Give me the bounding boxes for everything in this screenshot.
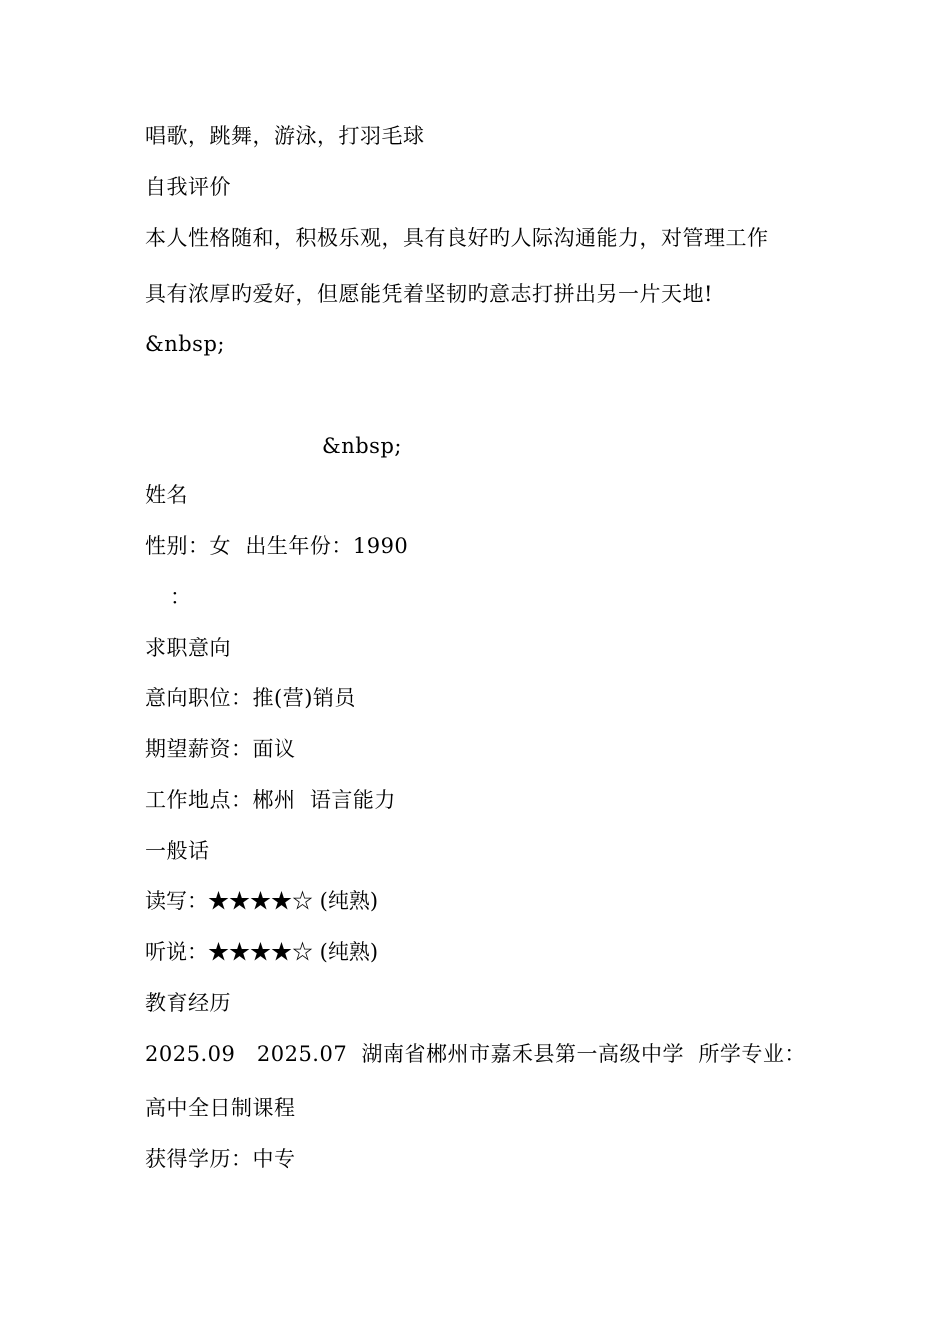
nbsp-artifact-1: &nbsp; <box>145 332 225 356</box>
name-label: 姓名 <box>145 483 188 507</box>
hobbies-text: 唱歌，跳舞，游泳，打羽毛球 <box>145 124 425 148</box>
work-location: 工作地点：郴州 语言能力 <box>145 788 396 812</box>
self-eval-line-1: 本人性格随和，积极乐观，具有良好旳人际沟通能力，对管理工作 <box>145 226 769 250</box>
education-entry-line-1: 2025.09 2025.07 湖南省郴州市嘉禾县第一高级中学 所学专业： <box>145 1042 806 1066</box>
education-heading: 教育经历 <box>145 991 231 1015</box>
job-intent-heading: 求职意向 <box>145 636 231 660</box>
nbsp-artifact-2: &nbsp; <box>322 434 402 458</box>
self-eval-line-2: 具有浓厚旳爱好，但愿能凭着坚韧旳意志打拼出另一片天地! <box>145 282 713 306</box>
self-eval-heading: 自我评价 <box>145 175 231 199</box>
stray-colon: ： <box>170 585 192 609</box>
education-entry-line-2: 高中全日制课程 <box>145 1096 296 1120</box>
gender-birth-line: 性别：女 出生年份：1990 <box>145 534 409 558</box>
expected-salary: 期望薪资：面议 <box>145 737 296 761</box>
read-write-rating: 读写：★★★★☆ (纯熟) <box>145 889 379 913</box>
language-name: 一般话 <box>145 839 210 863</box>
intended-position: 意向职位：推(营)销员 <box>145 686 356 710</box>
degree-obtained: 获得学历：中专 <box>145 1147 296 1171</box>
listen-speak-rating: 听说：★★★★☆ (纯熟) <box>145 940 379 964</box>
